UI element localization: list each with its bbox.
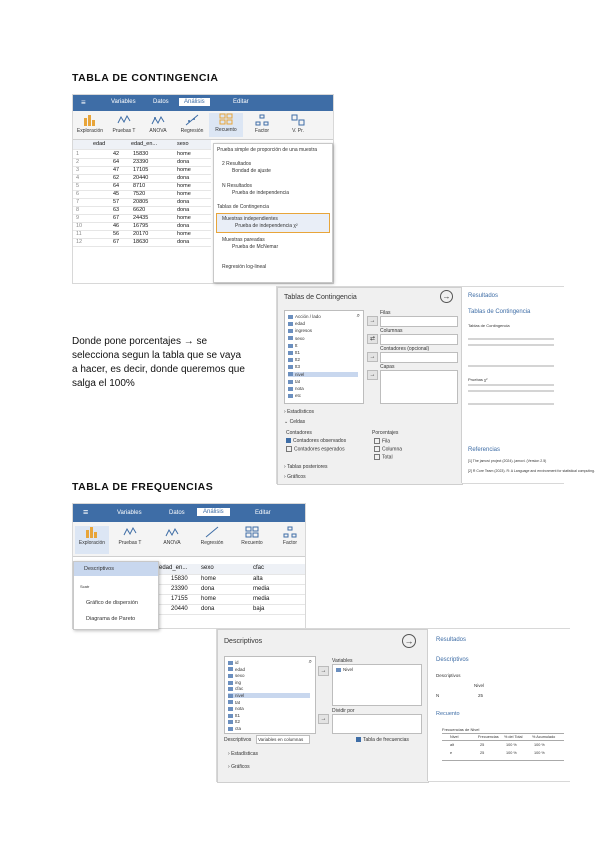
nominal-variable-icon [228,707,233,711]
ribbon-pruebas-t[interactable]: Pruebas T [107,114,141,134]
variables-target[interactable] [332,664,422,706]
results-row-n: N [436,693,440,698]
table-cell[interactable]: home [177,151,191,157]
table-cell[interactable]: home [177,167,191,173]
t-test-icon [117,114,131,126]
counts-label: Contadores (opcional) [380,346,430,352]
ribbon-v-pr[interactable]: V. Pr. [281,114,315,134]
table-cell[interactable]: 2 [76,159,80,165]
move-to-rows-button[interactable]: → [367,316,378,326]
nominal-variable-icon [228,727,233,731]
frequencies-subtitle: Frecuencias de Nivel [442,727,480,732]
nominal-variable-icon [288,365,293,369]
menu-header: Prueba simple de proporción de una muestra [217,147,318,153]
frequency-cell: alt [450,743,455,747]
menu-item[interactable]: Muestras pareadas [222,237,265,243]
table-cell[interactable]: 47 [113,167,120,173]
variable-item[interactable]: sexo [288,336,305,341]
move-to-columns-button[interactable]: ⇄ [367,334,378,344]
ribbon-exploracion[interactable]: Exploración [73,114,107,134]
table-cell[interactable]: 17105 [133,167,149,173]
exploracion-dropdown-menu [73,561,159,630]
table-cell[interactable]: dona [177,223,190,229]
table-cell[interactable]: 64 [113,183,120,189]
menu-item[interactable]: Prueba de independencia [232,190,289,196]
panel-title: Descriptivos [224,638,263,645]
contingency-options-panel [277,287,463,485]
table-cell[interactable]: 6 [76,191,80,197]
table-cell[interactable]: 3 [76,167,80,173]
search-icon[interactable]: ⌕ [356,313,360,319]
table-cell[interactable]: 24435 [133,215,149,221]
variable-item[interactable]: id [228,660,239,665]
descriptivos-layout-select[interactable]: Variables en columnas [256,735,310,744]
t-test-icon [123,526,137,538]
table-row[interactable] [157,575,305,585]
variable-item[interactable]: edad [288,321,305,326]
move-to-counts-button[interactable]: → [367,352,378,362]
layers-label: Capas [380,364,395,370]
table-cell[interactable]: 5 [76,183,80,189]
table-cell[interactable]: 17155 [171,596,188,602]
nominal-variable-icon [228,674,233,678]
table-cell[interactable]: 23390 [171,586,188,592]
tab-editar[interactable]: Editar [255,510,271,516]
table-cell[interactable]: 9 [76,215,80,221]
move-to-split-button[interactable]: → [318,714,329,724]
references-title: Referencias [468,447,501,453]
nominal-variable-icon [288,372,293,376]
reference-2: [2] R Core Team (2023). R: A Language and environment for statistical computing. [468,469,595,473]
layers-target[interactable] [380,370,458,404]
variables-label: Variables [332,658,353,664]
tab-editar[interactable]: Editar [233,99,249,105]
table-cell[interactable]: 7520 [133,191,146,197]
ribbon-anova[interactable]: ANOVA [141,114,175,134]
menu-section: Tablas de Contingencia [217,204,269,210]
frequencies-title: Recuento [436,711,460,717]
table-cell[interactable]: dona [177,175,190,181]
regression-icon [185,114,199,126]
variable-item[interactable]: sexo [228,673,245,678]
descriptivos-option-label: Descriptivos [224,737,252,743]
results-subtitle: Tablas de Contingencia [468,309,531,315]
col-header[interactable]: sexo [177,141,189,147]
hamburger-icon[interactable]: ≡ [83,507,89,517]
cells-section[interactable]: ⌄ Celdas [284,419,306,425]
variable-item[interactable]: tat [228,700,240,705]
run-arrow-icon[interactable]: → [402,634,416,648]
menu-item-descriptivos[interactable]: Descriptivos [74,562,158,576]
table-cell[interactable]: dona [177,199,190,205]
variable-item[interactable]: tt [288,343,298,348]
frequency-grid-icon [219,113,233,125]
table-cell[interactable]: 8 [76,207,80,213]
menu-item-scatter[interactable]: Gráfico de dispersión [86,600,138,606]
nominal-variable-icon [228,667,233,671]
table-cell[interactable]: alta [253,576,263,582]
contingency-results [461,287,595,483]
tab-analisis[interactable]: Análisis [197,508,230,516]
variable-item[interactable]: tt2 [288,357,300,362]
results-title: Resultados [468,293,499,299]
table-cell[interactable]: dona [201,586,215,592]
chi-square-table [468,383,554,405]
tab-analisis[interactable]: Análisis [179,98,210,106]
nominal-variable-icon [288,380,293,384]
col-header[interactable]: cfac [253,565,265,571]
counts-heading: Contadores [286,430,312,436]
table-row[interactable] [157,595,305,605]
factor-icon [255,114,269,126]
variable-item[interactable]: nivel [228,693,310,698]
pct-column-checkbox[interactable]: Columna [374,446,402,452]
search-icon[interactable]: ⌕ [308,659,312,665]
frequency-cell: 25 [480,743,485,747]
statistics-section[interactable]: › Estadísticos [284,409,315,415]
analysis-ribbon [73,522,305,557]
note-line: a hacer, es decir, donde queremos que [72,364,245,375]
ribbon-factor[interactable]: Factor [245,114,279,134]
nominal-variable-icon [228,681,233,685]
table-cell[interactable]: dona [177,159,190,165]
table-cell[interactable]: media [253,596,270,602]
frequency-table-lines [442,733,564,761]
variable-item[interactable]: tt1 [288,350,300,355]
table-cell[interactable]: 64 [113,159,120,165]
nominal-variable-icon [288,344,293,348]
module-icon [291,114,305,126]
screenshot-exploracion-menu [72,503,306,629]
col-header[interactable]: edad_en... [159,565,188,571]
split-target[interactable] [332,714,422,734]
factor-icon [283,526,297,538]
ribbon-anova[interactable]: ANOVA [155,526,189,546]
frequency-cell: 100 % [534,751,545,755]
col-header[interactable]: edad [93,141,106,147]
table-cell[interactable]: 45 [113,191,120,197]
selected-variable[interactable]: Nivel [336,667,353,672]
table-cell[interactable]: 62 [113,175,120,181]
table-cell[interactable]: 56 [113,231,120,237]
regression-icon [205,526,219,538]
columns-target[interactable] [380,334,458,345]
anova-icon [151,114,165,126]
frequency-cell: 100 % [534,743,545,747]
results-title: Resultados [436,637,467,643]
table-cell[interactable]: 20170 [133,231,149,237]
nominal-variable-icon [288,358,293,362]
nominal-variable-icon [228,661,233,665]
table-cell[interactable]: 67 [113,215,120,221]
run-arrow-icon[interactable]: → [440,290,453,303]
variable-item[interactable]: tt2 [228,719,240,724]
table-cell[interactable]: home [201,596,217,602]
menu-bar [73,504,305,522]
note-line: Donde pone porcentajes → se [72,336,208,347]
variable-list[interactable] [284,310,364,404]
table-cell[interactable]: 8710 [133,183,146,189]
freq-header: Nivel [450,735,459,739]
data-grid [73,140,211,283]
table-cell[interactable]: 6620 [133,207,146,213]
nominal-variable-icon [228,700,233,704]
tab-datos[interactable]: Datos [153,99,169,105]
menu-item[interactable]: N Resultados [222,183,253,189]
observed-checkbox[interactable]: Contadores observados [286,438,346,444]
chi-square-title: Pruebas χ² [468,377,488,382]
table-cell[interactable]: 1 [76,151,80,157]
variable-item[interactable]: nota [288,386,304,391]
ribbon-recuento[interactable]: Recuento [235,526,269,546]
ribbon-regresion[interactable]: Regresión [175,114,209,134]
table-cell[interactable]: 46 [113,223,120,229]
analysis-ribbon [73,111,333,140]
pct-total-checkbox[interactable]: Total [374,454,393,460]
contingency-result-table [468,331,554,367]
table-cell[interactable]: 20440 [133,175,149,181]
tab-datos[interactable]: Datos [169,510,185,516]
move-to-variables-button[interactable]: → [318,666,329,676]
table-cell[interactable]: media [253,586,270,592]
variable-item[interactable]: tt1 [228,713,240,718]
results-column: Nivel [474,683,485,688]
table-cell[interactable]: home [177,191,191,197]
panel-title: Tablas de Contingencia [284,294,357,301]
table-cell[interactable]: home [177,183,191,189]
menu-item[interactable]: Regresión log-lineal [222,264,267,270]
table-cell[interactable]: home [177,231,191,237]
section-title-contingencia: TABLA DE CONTINGENCIA [72,72,219,84]
results-table-name: Descriptivos [436,673,461,678]
rows-label: Filas [380,310,391,316]
table-cell[interactable]: 20805 [133,199,149,205]
table-cell[interactable]: 4 [76,175,80,181]
note-line: selecciona segun la tabla que se vaya [72,350,242,361]
nominal-variable-icon [228,720,233,724]
variable-item[interactable]: cta [228,726,241,731]
columns-label: Columnas [380,328,403,334]
results-table-name: Tablas de Contingencia [468,323,510,328]
col-header[interactable]: edad_en... [131,141,157,147]
variable-item[interactable]: cfac [228,686,243,691]
nominal-variable-icon [288,394,293,398]
table-cell[interactable]: 57 [113,199,120,205]
nominal-variable-icon [288,315,293,319]
variable-item[interactable]: Acción / lado [288,314,321,319]
variable-item[interactable]: etc [288,393,301,398]
table-cell[interactable]: 7 [76,199,80,205]
frequency-cell: 100 % [506,743,517,747]
frequency-table-checkbox[interactable]: Tabla de frecuencias [356,737,409,743]
variable-item[interactable]: tt3 [288,364,300,369]
table-cell[interactable]: dona [177,207,190,213]
menu-item[interactable]: Prueba de McNemar [232,244,279,250]
nominal-variable-icon [228,694,233,698]
descriptivos-results [427,629,570,781]
menu-bar [73,95,333,111]
table-cell[interactable]: dona [177,239,190,245]
variable-item[interactable]: nota [228,706,244,711]
table-cell[interactable]: 18630 [133,239,149,245]
table-cell[interactable]: 15830 [133,151,149,157]
frequency-cell: 25 [480,751,485,755]
freq-header: % Acumulado [532,735,556,739]
data-grid [157,564,305,628]
instruction-note [72,335,272,391]
menu-section: Scatr [80,584,90,589]
ribbon-pruebas-t[interactable]: Pruebas T [113,526,147,546]
posthoc-section[interactable]: › Tablas posteriores [284,464,328,470]
table-cell[interactable]: home [201,576,217,582]
table-cell[interactable]: home [177,215,191,221]
nominal-variable-icon [288,322,293,326]
nominal-variable-icon [288,329,293,333]
frequency-cell: 100 % [506,751,517,755]
nominal-variable-icon [288,336,293,340]
pct-row-checkbox[interactable]: Fila [374,438,390,444]
reference-1: [1] The jamovi project (2024). jamovi. (Version 2.5) [468,459,547,463]
table-cell[interactable]: 12 [76,239,83,245]
plots-section[interactable]: › Gráficos [228,764,250,770]
ribbon-recuento[interactable]: Recuento [209,113,243,137]
menu-item-pareto[interactable]: Diagrama de Pareto [86,616,136,622]
variable-list[interactable] [224,656,316,734]
table-cell[interactable]: 10 [76,223,83,229]
nominal-variable-icon [228,687,233,691]
variable-item[interactable]: tat [288,379,300,384]
counts-target[interactable] [380,352,458,363]
menu-item[interactable]: 2 Resultados [222,161,252,167]
table-cell[interactable]: 67 [113,239,120,245]
split-label: Dividir por [332,708,355,714]
variable-item[interactable]: nivel [288,372,358,377]
screenshot-descriptivos-panel [216,628,570,782]
bar-chart-icon [83,114,97,126]
table-row[interactable] [157,585,305,595]
table-row[interactable] [73,238,211,247]
ribbon-regresion[interactable]: Regresión [195,526,229,546]
screenshot-analysis-menu [72,94,334,284]
variable-item[interactable]: ing [228,680,241,685]
menu-item-highlighted[interactable]: Muestras independientes Prueba de independencia χ² [216,213,330,233]
variable-item[interactable]: ingresos [288,328,312,333]
section-title-frecuencias: TABLA DE FREQUENCIAS [72,481,214,493]
statistics-section[interactable]: › Estadísticas [228,751,259,757]
table-cell[interactable]: 15830 [171,576,188,582]
results-row-n-value: 25 [478,693,484,698]
anova-icon [165,526,179,538]
ribbon-exploracion[interactable]: Exploración [75,526,109,554]
freq-header: Frecuencias [478,735,499,739]
ribbon-factor[interactable]: Factor [273,526,307,546]
move-to-layers-button[interactable]: → [367,370,378,380]
bar-chart-icon [85,526,99,538]
table-cell[interactable]: baja [253,606,265,612]
descriptivos-options-panel [217,629,429,783]
percentages-heading: Porcentajes [372,430,399,436]
frequency-grid-icon [245,526,259,538]
col-header[interactable]: sexo [201,565,214,571]
note-line: salga el 100% [72,378,135,389]
table-cell[interactable]: dona [201,606,215,612]
plots-section[interactable]: › Gráficos [284,474,306,480]
table-cell[interactable]: 16795 [133,223,149,229]
tab-variables[interactable]: Variables [117,510,142,516]
tab-variables[interactable]: Variables [111,99,136,105]
table-cell[interactable]: 23390 [133,159,149,165]
expected-checkbox[interactable]: Contadores esperados [286,446,345,452]
nominal-variable-icon [288,351,293,355]
table-cell[interactable]: 20440 [171,606,188,612]
nominal-variable-icon [228,714,233,718]
hamburger-icon[interactable]: ≡ [81,98,86,107]
menu-item[interactable]: Bondad de ajuste [232,168,271,174]
variable-item[interactable]: edad [228,667,245,672]
freq-header: % del Total [504,735,523,739]
analysis-dropdown-menu [213,143,333,283]
table-row[interactable] [157,605,305,615]
rows-target[interactable] [380,316,458,327]
table-cell[interactable]: 11 [76,231,82,237]
table-cell[interactable]: 63 [113,207,120,213]
frequency-cell: e [450,751,453,755]
nominal-variable-icon [288,387,293,391]
screenshot-contingency-panel [276,286,595,484]
table-cell[interactable]: 42 [113,151,120,157]
results-subtitle: Descriptivos [436,657,469,663]
